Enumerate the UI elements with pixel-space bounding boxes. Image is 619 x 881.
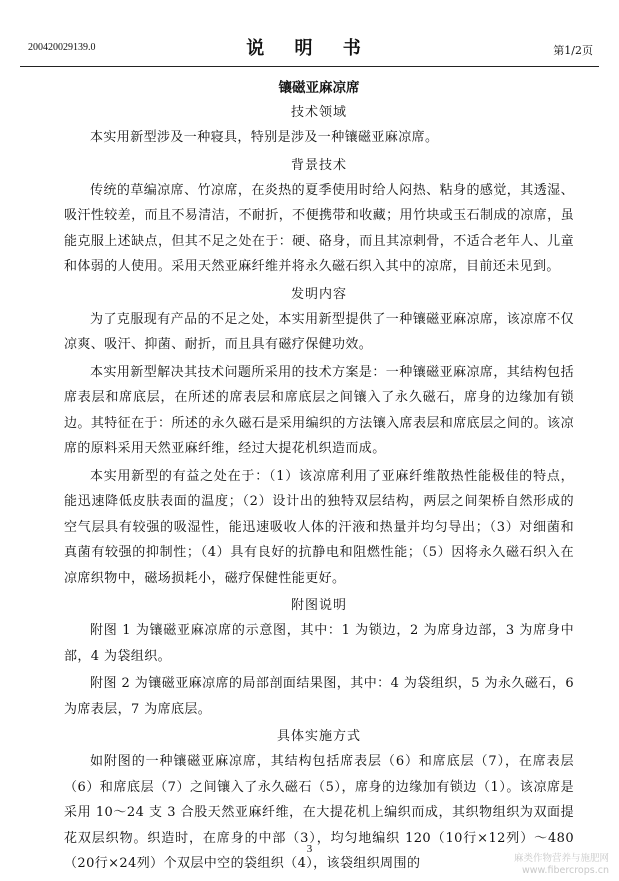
paragraph: 本实用新型的有益之处在于：（1）该凉席利用了亚麻纤维散热性能极佳的特点，能迅速降低皮肤表面的温度；（2）设计出的独特双层结构，两层之间架桥自然形成的空气层具有较强的吸湿性，能迅速吸收人体的汗液和热量并均匀导出；（3）对细菌和真菌有较强的抑制性；（4）具有良好的抗静电和阻燃性能；（5）因将永久磁石织入在凉席织物中，磁场损耗小，磁疗保健性能更好。 bbox=[64, 468, 574, 586]
watermark-url: www.fibercrops.cn bbox=[522, 865, 609, 876]
section-heading: 发明内容 bbox=[290, 286, 347, 302]
document-body bbox=[64, 76, 574, 879]
paragraph: 附图 1 为镶磁亚麻凉席的示意图，其中：1 为锁边，2 为席身边部，3 为席身中部，4 为袋组织。 bbox=[64, 623, 574, 664]
section-heading: 技术领域 bbox=[290, 105, 347, 120]
paragraph: 为了克服现有产品的不足之处，本实用新型提供了一种镶磁亚麻凉席，该凉席不仅凉爽、吸汗、抑菌、耐折，而且具有磁疗保健功效。 bbox=[64, 311, 574, 352]
document-number: 200420029139.0 bbox=[28, 42, 96, 53]
page-info: 第1/2页 bbox=[553, 44, 593, 57]
paragraph: 传统的草编凉席、竹凉席，在炎热的夏季使用时给人闷热、粘身的感觉，其透湿、吸汗性较差，而且不易清洁，不耐折，不便携带和收藏；用竹块或玉石制成的凉席，虽能克服上述缺点，但其不足之处在于：硬、硌身，而且其凉剌骨，不适合老年人、儿童和体弱的人使用。采用天然亚麻纤维并将永久磁石织入其中的凉席，目前还未见到。 bbox=[64, 182, 574, 274]
paragraph: 如附图的一种镶磁亚麻凉席，其结构包括席表层（6）和席底层（7），在席表层（6）和席底层（7）之间镶入了永久磁石（5），席身的边缘加有锁边（1）。该凉席是采用 10～24 支 3 合股天然亚麻纤维，在大提花机上编织而成，其织物组织为双面提花双层织物。织造时，在席身的中部（3），均匀地编织 120（10行×12列）～480（20行×24列）个双层中空的袋组织（4），该袋组织周围的 bbox=[64, 754, 574, 871]
paragraph: 本实用新型涉及一种寝具，特别是涉及一种镶磁亚麻凉席。 bbox=[90, 130, 439, 145]
document-type-title: 说 明 书 bbox=[246, 38, 373, 59]
watermark-line: 麻类作物营养与施肥网 bbox=[513, 853, 609, 864]
document-title: 镶磁亚麻凉席 bbox=[278, 80, 360, 96]
section-heading: 具体实施方式 bbox=[276, 729, 361, 744]
section-invention-content bbox=[64, 282, 574, 592]
watermark bbox=[514, 853, 609, 877]
paragraph: 附图 2 为镶磁亚麻凉席的局部剖面结果图，其中：4 为袋组织，5 为永久磁石，6 为席表层，7 为席底层。 bbox=[64, 676, 574, 717]
paragraph: 本实用新型解决其技术问题所采用的技术方案是：一种镶磁亚麻凉席，其结构包括席表层和席底层，在所述的席表层和席底层之间镶入了永久磁石，席身的边缘加有锁边。其特征在于：所述的永久磁石是采用编织的方法镶入席表层和席底层之间的。该凉席的原料采用天然亚麻纤维，经过大提花机织造而成。 bbox=[64, 364, 574, 456]
section-technical-field bbox=[64, 100, 574, 151]
section-heading: 附图说明 bbox=[290, 598, 347, 613]
section-heading: 背景技术 bbox=[290, 157, 347, 173]
header-rule bbox=[20, 66, 599, 67]
page-header bbox=[20, 20, 599, 68]
section-background bbox=[64, 153, 574, 280]
page-number: 3 bbox=[306, 843, 313, 855]
section-figure-description bbox=[64, 593, 574, 722]
